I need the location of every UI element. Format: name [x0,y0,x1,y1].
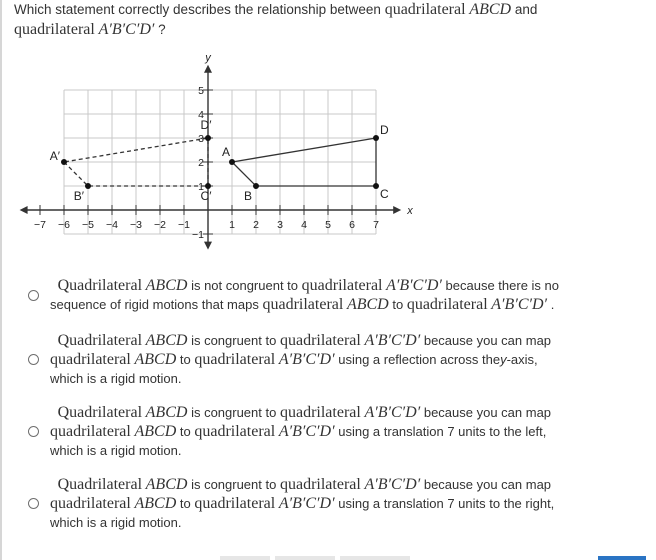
option-4-text[interactable] [50,475,630,532]
x-axis-label: x [407,205,413,217]
opt4-t2: because you can map [423,477,552,492]
opt3-word3: quadrilateral [50,423,131,440]
point-label: C [380,187,389,201]
x-tick-label: −7 [34,219,46,231]
point-label: A [221,145,230,159]
opt2-t1: is congruent to [191,333,277,348]
opt1-t4: to [392,297,404,312]
y-axis-arrow-down [204,242,212,250]
opt1-word2: quadrilateral [301,277,383,294]
opt4-abcd: ABCD [145,476,188,493]
option-3-text[interactable] [50,403,630,460]
opt1-abcdp2: A′B′C′D′ [491,296,548,313]
opt3-t4: to [179,424,191,439]
opt4-abcdp2: A′B′C′D′ [278,495,335,512]
option-1-text[interactable] [50,276,630,314]
point-c [373,183,379,189]
opt4-t1: is congruent to [191,477,277,492]
opt2-abcdp2: A′B′C′D′ [278,351,335,368]
point-label: D′ [200,118,212,132]
opt3-word2: quadrilateral [279,404,361,421]
opt1-t2: because there is no [445,278,559,293]
x-tick-label: 3 [277,219,283,231]
y-tick-label: 4 [198,109,204,121]
opt3-t2: because you can map [423,405,552,420]
bottom-toolbar-edge [0,556,656,560]
x-tick-label: 6 [349,219,355,231]
question-abcd-prime: A′B′C′D′ [98,21,155,38]
question-word-quadrilateral-2: quadrilateral [14,21,95,38]
opt1-abcdp: A′B′C′D′ [386,277,442,294]
opt4-word2: quadrilateral [279,476,361,493]
graph-points [50,118,389,203]
graph-axes [20,65,402,250]
opt4-word: Quadrilateral [57,476,143,493]
opt4-word3: quadrilateral [50,495,131,512]
x-tick-label: −2 [154,219,166,231]
opt4-abcd2: ABCD [134,495,177,512]
opt2-abcd: ABCD [145,332,188,349]
opt4-t6: which is a rigid motion. [50,515,182,530]
point-a [229,159,235,165]
left-edge-divider [0,0,2,560]
point-label: B [243,189,252,203]
opt3-word: Quadrilateral [57,404,143,421]
opt3-t6: which is a rigid motion. [50,443,182,458]
opt3-t5: using a translation 7 units to the left, [338,424,547,439]
opt1-abcd: ABCD [145,277,188,294]
opt1-t3: sequence of rigid motions that maps [50,297,259,312]
y-tick-label: 1 [198,181,204,193]
graph-ticks [34,85,379,241]
y-axis-arrow [204,65,212,73]
point-b-prime [85,183,91,189]
question-abcd: ABCD [469,1,512,18]
x-tick-label: 1 [229,219,235,231]
opt2-t6: which is a rigid motion. [50,371,182,386]
point-label: B′ [73,189,84,203]
opt1-word4: quadrilateral [406,296,488,313]
y-tick-label: 3 [198,133,204,145]
y-tick-label: 5 [198,85,204,97]
option-4-radio[interactable] [28,498,39,509]
point-label: A′ [49,149,60,163]
opt2-abcdp: A′B′C′D′ [364,332,421,349]
opt1-t1: is not congruent to [191,278,299,293]
opt3-abcd: ABCD [145,404,188,421]
x-tick-label: −6 [58,219,70,231]
opt3-t1: is congruent to [191,405,277,420]
opt4-abcdp: A′B′C′D′ [364,476,421,493]
x-tick-label: −4 [106,219,118,231]
opt2-t5b: -axis, [506,352,538,367]
opt3-abcdp2: A′B′C′D′ [278,423,335,440]
x-axis-arrow [393,206,401,214]
option-2-text[interactable] [50,331,630,388]
opt2-abcd2: ABCD [134,351,177,368]
opt1-word3: quadrilateral [262,296,344,313]
opt1-word: Quadrilateral [57,277,143,294]
opt2-t5a: using a reflection across the [338,352,501,367]
opt2-word4: quadrilateral [194,351,276,368]
x-tick-label: −1 [178,219,190,231]
point-d-prime [205,135,211,141]
graph-grid [64,90,376,234]
opt3-word4: quadrilateral [194,423,276,440]
opt2-word: Quadrilateral [57,332,143,349]
opt2-t4: to [179,352,191,367]
option-1-radio[interactable] [28,290,39,301]
y-tick-label: −1 [192,229,204,241]
opt2-word2: quadrilateral [279,332,361,349]
point-a-prime [61,159,67,165]
x-tick-label: 4 [301,219,307,231]
question-mark: ? [158,22,166,37]
y-axis-label: y [205,51,211,64]
coordinate-graph [20,51,420,248]
opt2-axis: y [500,352,507,367]
opt4-t4: to [179,496,191,511]
question-word-quadrilateral-1: quadrilateral [384,1,466,18]
opt2-word3: quadrilateral [50,351,131,368]
x-tick-label: 7 [373,219,379,231]
question-and: and [514,2,538,17]
point-label: C′ [200,189,212,203]
opt3-abcdp: A′B′C′D′ [364,404,421,421]
opt3-abcd2: ABCD [134,423,177,440]
option-2-radio[interactable] [28,354,39,365]
opt2-t2: because you can map [423,333,552,348]
point-label: D [380,123,389,137]
opt4-t5: using a translation 7 units to the right, [338,496,555,511]
x-axis-arrow-left [20,206,28,214]
x-tick-label: −5 [82,219,94,231]
x-tick-label: 2 [253,219,259,231]
x-tick-label: 5 [325,219,331,231]
question-lead: Which statement correctly describes the relationship between [14,2,381,17]
question-text [14,0,644,40]
x-tick-label: −3 [130,219,142,231]
point-b [253,183,259,189]
option-3-radio[interactable] [28,426,39,437]
opt1-t5: . [550,297,555,312]
point-d [373,135,379,141]
opt1-abcd2: ABCD [346,296,389,313]
y-tick-label: 2 [198,157,204,169]
opt4-word4: quadrilateral [194,495,276,512]
